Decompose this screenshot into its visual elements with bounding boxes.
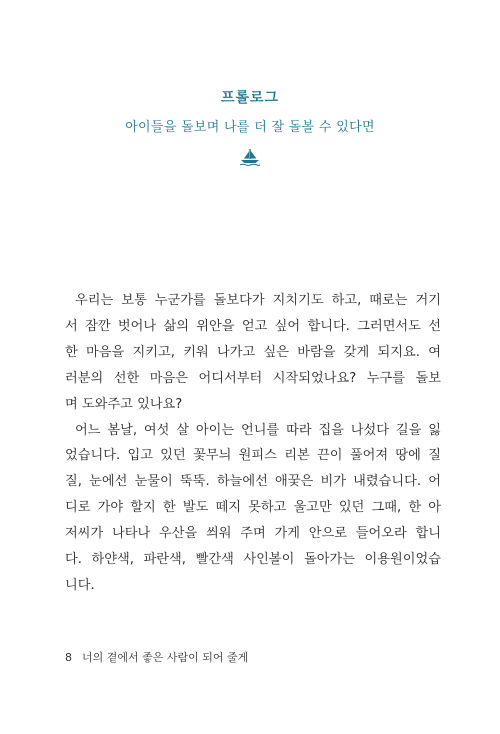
text-line: 었습니다. 입고 있던 꽃무늬 원피스 리본 끈이 풀어져 땅에 질 (65, 448, 441, 464)
text-line: 다. 하얀색, 파란색, 빨간색 사인볼이 돌아가는 이용원이었습 (65, 552, 441, 568)
chapter-title: 프롤로그 (220, 90, 280, 106)
paragraph-1 (65, 288, 441, 418)
text-line: 저씨가 나타나 우산을 씌워 주며 가게 안으로 들어오라 합니 (65, 526, 441, 542)
page-footer (65, 650, 248, 666)
text-line: 한 마음을 지키고, 키워 나가고 싶은 바람을 갖게 되지요. 여 (65, 344, 441, 360)
sailboat-icon (239, 148, 261, 166)
body-text (65, 288, 441, 599)
paragraph-2 (65, 418, 441, 599)
chapter-subtitle: 아이들을 돌보며 나를 더 잘 돌볼 수 있다면 (125, 120, 375, 135)
chapter-header (0, 88, 500, 166)
text-line: 우리는 보통 누군가를 돌보다가 지치기도 하고, 때로는 거기 (75, 293, 441, 308)
text-line: 며 도와주고 있나요? (65, 396, 183, 412)
book-title: 너의 곁에서 좋은 사람이 되어 줄게 (82, 651, 249, 664)
text-line: 니다. (65, 577, 95, 593)
text-line: 어느 봄날, 여섯 살 아이는 언니를 따라 집을 나섰다 길을 잃 (75, 422, 441, 438)
text-line: 서 잠깐 벗어나 삶의 위안을 얻고 싶어 합니다. 그러면서도 선 (65, 318, 441, 334)
page-number: 8 (65, 651, 72, 664)
text-line: 디로 가야 할지 한 발도 떼지 못하고 울고만 있던 그때, 한 아 (65, 500, 441, 516)
text-line: 질, 눈에선 눈물이 뚝뚝. 하늘에선 애꿎은 비가 내렸습니다. 어 (65, 474, 441, 490)
text-line: 러분의 선한 마음은 어디서부터 시작되었나요? 누구를 돌보 (65, 370, 441, 386)
